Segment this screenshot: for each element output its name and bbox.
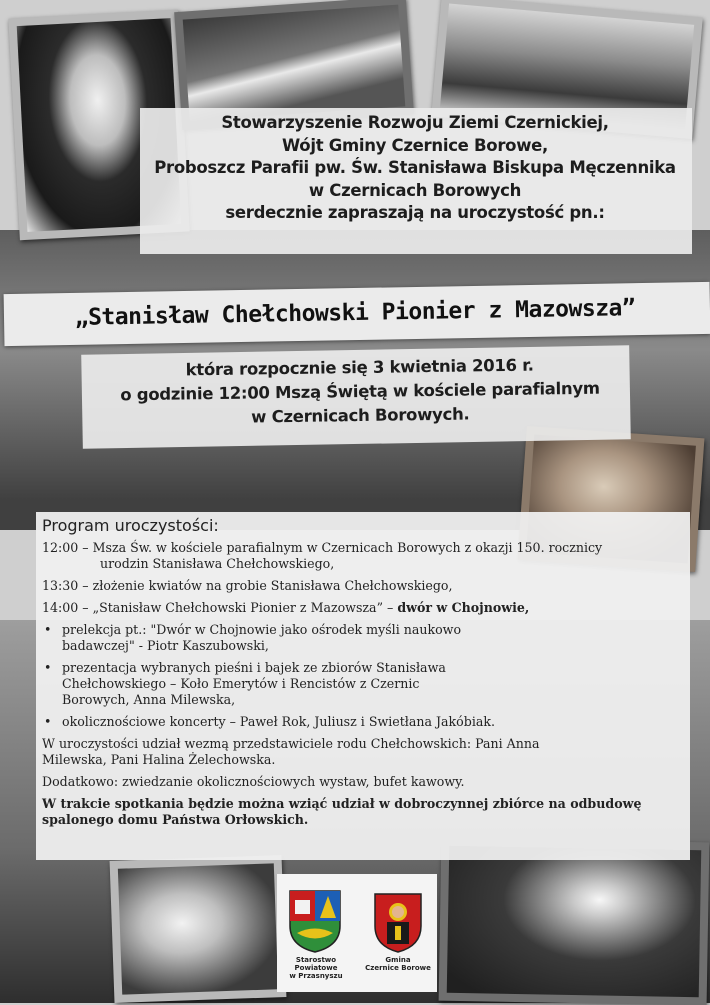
photo-child-garden [439, 838, 710, 1005]
header-line: w Czernicach Borowych [308, 180, 522, 200]
program-bullet: • okolicznościowe koncerty – Paweł Rok, Juliusz i Swietłana Jakóbiak. [42, 714, 682, 730]
program-item: 13:30 – złożenie kwiatów na grobie Stanisława Chełchowskiego, [42, 578, 453, 593]
program-bullet: • prelekcja pt.: "Dwór w Chojnowie jako ośrodek myśli naukowo [42, 622, 682, 638]
program-paragraph: Dodatkowo: zwiedzanie okolicznościowych wystaw, bufet kawowy. [42, 774, 465, 789]
program-paragraph-continued: Milewska, Pani Halina Żelechowska. [42, 752, 276, 767]
coat-of-arms-gmina-icon [373, 892, 423, 954]
logo-caption-gmina: Gmina Czernice Borowe [365, 956, 431, 972]
header-line: Proboszcz Parafii pw. Św. Stanisława Biskupa Męczennika [154, 158, 676, 177]
photo-child-sitting [110, 855, 287, 1003]
header-line: Wójt Gminy Czernice Borowe, [281, 135, 549, 155]
event-line: o godzinie 12:00 Mszą Świętą w kościele parafialnym [120, 378, 600, 405]
sponsor-logos [277, 874, 437, 992]
program-item-text: 14:00 – „Stanisław Chełchowski Pionier z Mazowsza” – [42, 600, 398, 615]
event-date-info [80, 352, 641, 432]
header-line: Stowarzyszenie Rozwoju Ziemi Czernickiej, [221, 113, 609, 132]
coat-of-arms-powiat-icon [287, 888, 343, 954]
header-organizers [140, 112, 690, 225]
logo-caption-powiat: Starostwo Powiatowe w Przasnyszu [289, 956, 343, 980]
program-item: 12:00 – Msza Św. w kościele parafialnym w Czernicach Borowych z okazji 150. rocznicy [42, 540, 603, 555]
program-section [42, 518, 682, 828]
program-bullet-continued: Chełchowskiego – Koło Emerytów i Rencistów z Czernic [62, 676, 420, 691]
program-bullet: • prezentacja wybranych pieśni i bajek ze zbiorów Stanisława [42, 660, 682, 676]
program-item [42, 600, 682, 616]
program-heading: Program uroczystości: [42, 516, 219, 535]
program-charity-note: W trakcie spotkania będzie można wziąć udział w dobroczynnej zbiórce na odbudowę [42, 796, 642, 811]
program-paragraph: W uroczystości udział wezmą przedstawiciele rodu Chełchowskich: Pani Anna [42, 736, 540, 751]
program-charity-note-continued: spalonego domu Państwa Orłowskich. [42, 812, 309, 827]
event-title: „Stanisław Chełchowski Pionier z Mazowsza” [74, 295, 636, 331]
program-item-venue: dwór w Chojnowie, [397, 600, 530, 615]
program-item-continued: urodzin Stanisława Chełchowskiego, [100, 556, 335, 571]
event-line: w Czernicach Borowych. [251, 404, 470, 427]
header-line: serdecznie zapraszają na uroczystość pn.: [225, 203, 605, 222]
event-line: która rozpocznie się 3 kwietnia 2016 r. [185, 355, 534, 380]
program-bullet-continued: Borowych, Anna Milewska, [62, 692, 236, 707]
program-bullet-continued: badawczej" - Piotr Kaszubowski, [62, 638, 269, 653]
